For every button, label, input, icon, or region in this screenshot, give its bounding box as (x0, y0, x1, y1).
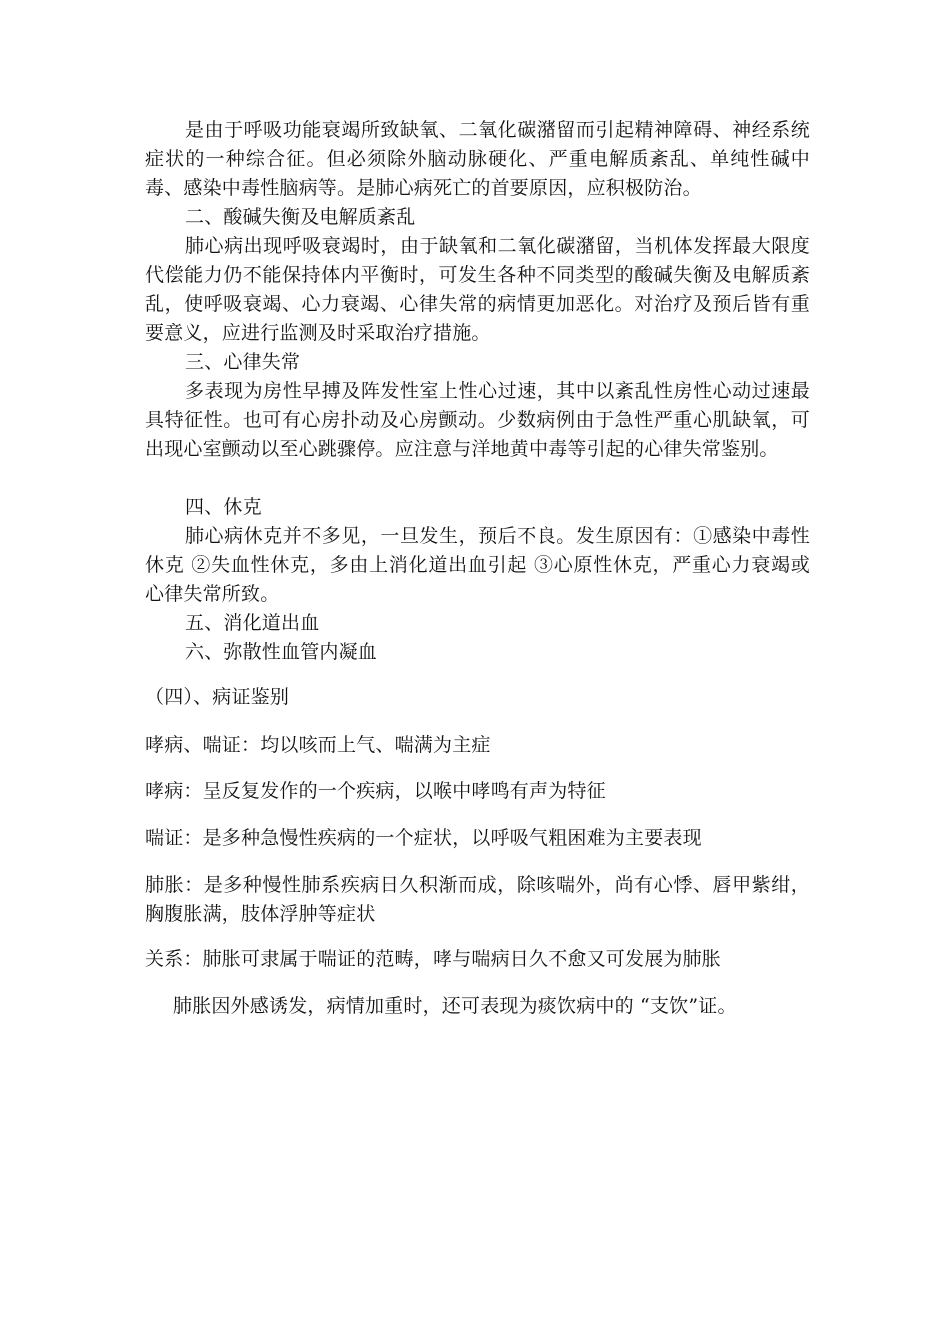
heading-gi-bleeding: 五、消化道出血 (185, 612, 320, 634)
differential-line-relationship: 关系：肺胀可隶属于喘证的范畴，哮与喘病日久不愈又可发展为肺胀 (145, 948, 722, 970)
heading-acid-base: 二、酸碱失衡及电解质紊乱 (185, 206, 416, 228)
differential-line-asthma-dyspnea: 哮病、喘证：均以咳而上气、喘满为主症 (145, 734, 491, 756)
differential-line-asthma: 哮病：呈反复发作的一个疾病，以喉中哮鸣有声为特征 (145, 780, 606, 802)
paragraph-encephalopathy: 是由于呼吸功能衰竭所致缺氧、二氧化碳潴留而引起精神障碍、神经系统症状的一种综合征。但必须除外脑动脉硬化、严重电解质紊乱、单纯性碱中毒、感染中毒性脑病等。是肺心病死亡的首要原因，应积极防治。 (145, 119, 810, 199)
paragraph-arrhythmia: 多表现为房性早搏及阵发性室上性心过速，其中以紊乱性房性心动过速最具特征性。也可有心房扑动及心房颤动。少数病例由于急性严重心肌缺氧，可出现心室颤动以至心跳骤停。应注意与洋地黄中毒等引起的心律失常鉴别。 (145, 380, 810, 460)
differential-line-exogenous: 肺胀因外感诱发，病情加重时，还可表现为痰饮病中的 “支饮”证。 (173, 995, 737, 1017)
heading-arrhythmia: 三、心律失常 (185, 351, 301, 373)
heading-dic: 六、弥散性血管内凝血 (185, 641, 378, 663)
differential-line-dyspnea: 喘证：是多种急慢性疾病的一个症状，以呼吸气粗困难为主要表现 (145, 827, 702, 849)
differential-line-lung-distension: 肺胀：是多种慢性肺系疾病日久积渐而成，除咳喘外，尚有心悸、唇甲紫绀，胸腹胀满，肢体浮肿等症状 (145, 874, 810, 925)
heading-shock: 四、休克 (185, 496, 262, 518)
paragraph-shock: 肺心病休克并不多见，一旦发生，预后不良。发生原因有：①感染中毒性休克 ②失血性休克，多由上消化道出血引起 ③心原性休克，严重心力衰竭或心律失常所致。 (145, 525, 810, 605)
section-title-differential: （四）、病证鉴别 (145, 686, 290, 708)
paragraph-acid-base: 肺心病出现呼吸衰竭时，由于缺氧和二氧化碳潴留，当机体发挥最大限度代偿能力仍不能保持体内平衡时，可发生各种不同类型的酸碱失衡及电解质紊乱，使呼吸衰竭、心力衰竭、心律失常的病情更加恶化。对治疗及预后皆有重要意义，应进行监测及时采取治疗措施。 (145, 235, 810, 344)
